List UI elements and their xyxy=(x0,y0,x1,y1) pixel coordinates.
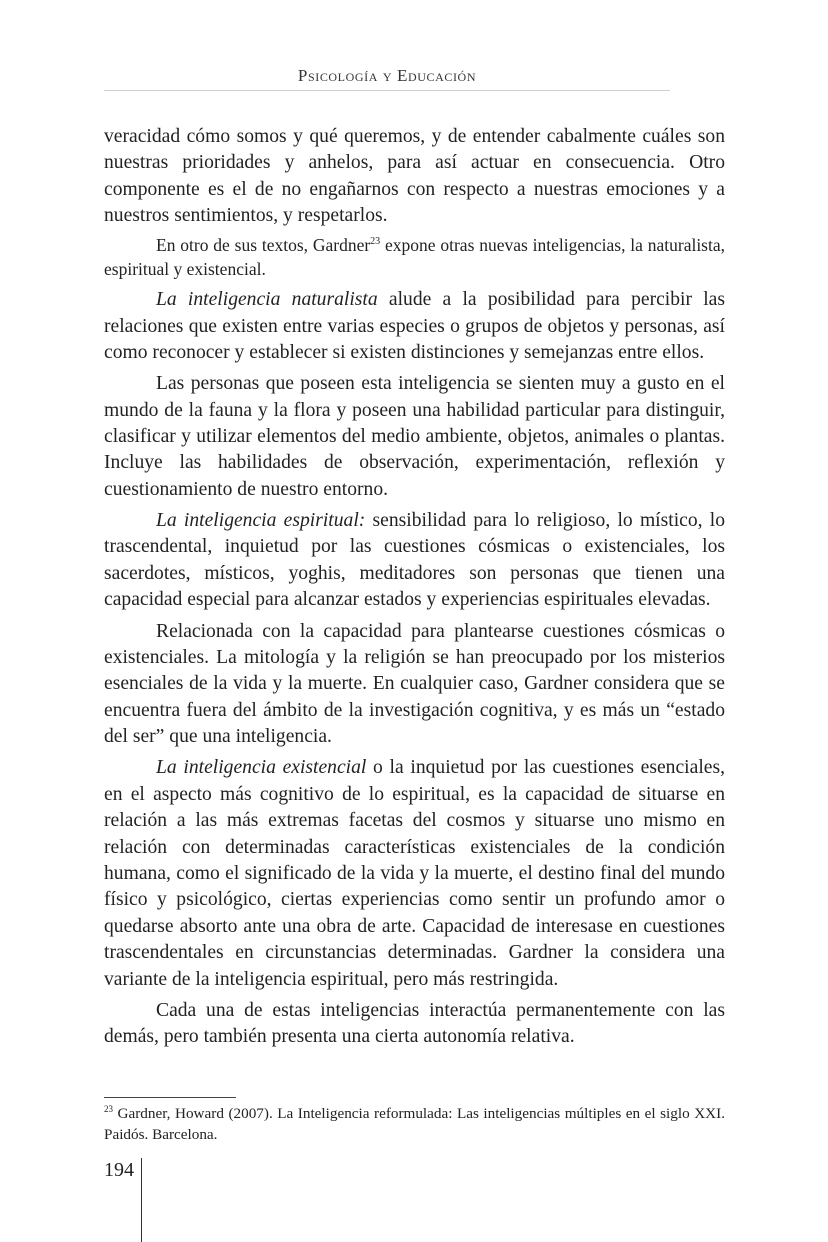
page-number-bar xyxy=(141,1158,142,1242)
body-text xyxy=(104,124,725,1055)
paragraph-2 xyxy=(104,234,725,281)
paragraph-2-text-a: En otro de sus textos, Gardner xyxy=(156,235,371,256)
footnote-text: Gardner, Howard (2007). La Inteligencia reformulada: Las inteligencias múltiples en el siglo XXI. Paidós. Barcelona. xyxy=(104,1105,725,1143)
paragraph-7-text: o la inquietud por las cuestiones esenciales, en el aspecto más cognitivo de lo espiritual, es la capacidad de situarse en relación a las más extremas facetas del cosmos y situarse uno mismo en relación con determinadas características existenciales de la condición humana, como el significado de la vida y la muerte, el destino final del mundo físico y psicológico, ciertas experiencias como sentir un profundo amor o quedarse absorto ante una obra de arte. Capacidad de interesase en cuestiones trascendentales en circunstancias determinadas. Gardner la considera una variante de la inteligencia espiritual, pero más restringida. xyxy=(104,757,725,990)
term-naturalist: La inteligencia naturalista xyxy=(156,289,378,311)
running-head: Psicología y Educación xyxy=(297,66,477,85)
paragraph-3-text: alude a la posibilidad para percibir las relaciones que existen entre varias especies o grupos de objetos y personas, así como reconocer y establecer si existen distinciones y semejanzas entre ellos. xyxy=(104,289,725,364)
paragraph-7 xyxy=(104,755,725,993)
paragraph-2-text-b: expone otras nuevas inteligencias, la naturalista, espiritual y existencial. xyxy=(104,235,725,279)
footnote-rule xyxy=(104,1097,236,1098)
footnote xyxy=(104,1103,725,1145)
paragraph-5 xyxy=(104,508,725,614)
paragraph-5-text: sensibilidad para lo religioso, lo místico, lo trascendental, inquietud por las cuestiones cósmicas o existenciales, los sacerdotes, místicos, yoghis, meditadores son personas que tienen una capacidad especial para alcanzar estados y experiencias espirituales elevadas. xyxy=(104,510,726,611)
header-rule xyxy=(104,90,670,91)
paragraph-8: Cada una de estas inteligencias interactúa permanentemente con las demás, pero también presenta una cierta autonomía relativa. xyxy=(104,999,725,1048)
term-spiritual: La inteligencia espiritual: xyxy=(156,510,366,532)
page-number: 194 xyxy=(104,1159,134,1181)
footnote-reference: 23 xyxy=(370,236,381,248)
paragraph-1: veracidad cómo somos y qué queremos, y de entender cabalmente cuáles son nuestras prioridades y anhelos, para así actuar en consecuencia. Otro componente es el de no engañarnos con respecto a nuestras emociones y a nuestros sentimientos, y respetarlos. xyxy=(104,126,725,227)
term-existential: La inteligencia existencial xyxy=(156,757,367,779)
paragraph-4: Las personas que poseen esta inteligencia se sienten muy a gusto en el mundo de la fauna y la flora y poseen una habilidad particular para distinguir, clasificar y utilizar elementos del medio ambiente, objetos, animales o plantas. Incluye las habilidades de observación, experimentación, reflexión y cuestionamiento de nuestro entorno. xyxy=(104,373,725,500)
footnote-mark: 23 xyxy=(104,1104,113,1114)
paragraph-3 xyxy=(104,287,725,366)
paragraph-6: Relacionada con la capacidad para plantearse cuestiones cósmicas o existenciales. La mitología y la religión se han preocupado por los misterios esenciales de la vida y la muerte. En cualquier caso, Gardner considera que se encuentra fuera del ámbito de la investigación cognitiva, y es más un “estado del ser” que una inteligencia. xyxy=(104,620,725,748)
